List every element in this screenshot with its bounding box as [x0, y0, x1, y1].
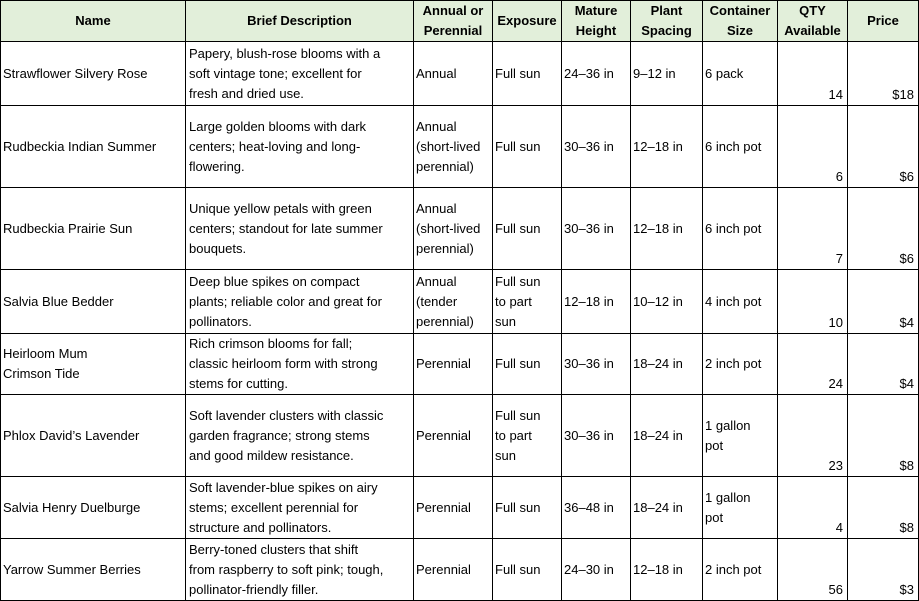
cell-name-line: Strawflower Silvery Rose	[3, 65, 148, 81]
cell-description-line: stems; excellent perennial for	[189, 499, 359, 515]
cell-mature-height	[562, 42, 631, 106]
cell-description-line: flowering.	[189, 158, 245, 174]
cell-description-line: soft vintage tone; excellent for	[189, 65, 362, 81]
cell-plant-spacing	[631, 106, 703, 188]
cell-exposure-line: Full sun	[495, 499, 541, 515]
table-row	[1, 395, 919, 477]
header-description: Brief Description	[186, 1, 414, 42]
cell-mature-height-text: 30–36 in	[564, 356, 614, 371]
cell-qty-available-text: 7	[835, 251, 843, 266]
cell-mature-height-text: 30–36 in	[564, 138, 614, 154]
cell-mature-height-text: 24–36 in	[564, 65, 614, 81]
cell-container-size-line: pot	[705, 509, 724, 525]
header-plant-spacing: Plant Spacing	[631, 1, 703, 42]
cell-exposure	[493, 188, 562, 270]
cell-price	[848, 539, 919, 601]
header-annual-perennial: Annual or Perennial	[414, 1, 493, 42]
cell-mature-height	[562, 106, 631, 188]
cell-type-line: (short-lived	[416, 220, 481, 236]
cell-plant-spacing	[631, 539, 703, 601]
cell-description-line: garden fragrance; strong stems	[189, 427, 370, 443]
cell-exposure-line: Full sun	[495, 273, 541, 289]
cell-exposure-line: Full sun	[495, 65, 541, 81]
cell-qty-available	[778, 395, 848, 477]
cell-type-line: Perennial	[416, 356, 471, 371]
cell-price	[848, 188, 919, 270]
cell-qty-available	[778, 539, 848, 601]
cell-qty-available-text: 6	[835, 169, 843, 184]
cell-price-text: $3	[899, 582, 914, 597]
cell-description-line: pollinators.	[189, 313, 252, 329]
cell-mature-height-text: 30–36 in	[564, 220, 614, 236]
cell-price	[848, 334, 919, 395]
cell-mature-height	[562, 539, 631, 601]
cell-name-line: Crimson Tide	[3, 366, 80, 381]
cell-container-size-line: 1 gallon	[705, 489, 751, 505]
cell-exposure	[493, 395, 562, 477]
cell-exposure	[493, 477, 562, 539]
cell-qty-available-text: 24	[828, 376, 843, 391]
cell-name	[1, 42, 186, 106]
cell-description	[186, 334, 414, 395]
table-row	[1, 334, 919, 395]
cell-container-size	[703, 395, 778, 477]
cell-price-text: $6	[899, 251, 914, 266]
cell-type-line: Annual	[416, 273, 457, 289]
cell-price-text: $4	[899, 315, 914, 330]
cell-plant-spacing-text: 10–12 in	[633, 293, 683, 309]
table-body	[1, 42, 919, 601]
cell-container-size	[703, 270, 778, 334]
cell-plant-spacing	[631, 42, 703, 106]
cell-container-size-line: 6 inch pot	[705, 220, 762, 236]
header-mature-height: Mature Height	[562, 1, 631, 42]
cell-description-line: classic heirloom form with strong	[189, 356, 378, 371]
cell-name-line: Phlox David’s Lavender	[3, 427, 140, 443]
cell-description-line: Large golden blooms with dark	[189, 118, 367, 134]
header-exposure: Exposure	[493, 1, 562, 42]
cell-type-line: perennial)	[416, 240, 474, 256]
cell-exposure-line: Full sun	[495, 407, 541, 423]
cell-description-line: centers; heat-loving and long-	[189, 138, 361, 154]
cell-mature-height	[562, 477, 631, 539]
cell-container-size-line: 6 pack	[705, 65, 744, 81]
cell-name-line: Salvia Blue Bedder	[3, 293, 114, 309]
cell-description	[186, 477, 414, 539]
cell-exposure-line: sun	[495, 447, 516, 463]
cell-description-line: stems for cutting.	[189, 376, 288, 391]
cell-description	[186, 106, 414, 188]
cell-qty-available-text: 10	[828, 315, 843, 330]
cell-plant-spacing-text: 12–18 in	[633, 138, 683, 154]
cell-exposure	[493, 334, 562, 395]
cell-type-line: perennial)	[416, 158, 474, 174]
cell-type	[414, 395, 493, 477]
cell-container-size-line: pot	[705, 437, 724, 453]
cell-type-line: Perennial	[416, 499, 471, 515]
cell-qty-available-text: 14	[828, 87, 843, 102]
cell-description-line: Soft lavender clusters with classic	[189, 407, 384, 423]
cell-name-line: Yarrow Summer Berries	[3, 561, 141, 577]
cell-price-text: $6	[899, 169, 914, 184]
cell-plant-spacing-text: 12–18 in	[633, 561, 683, 577]
cell-mature-height-text: 24–30 in	[564, 561, 614, 577]
table-row	[1, 539, 919, 601]
cell-qty-available-text: 23	[828, 458, 843, 473]
cell-name	[1, 334, 186, 395]
cell-description-line: Deep blue spikes on compact	[189, 273, 360, 289]
cell-type-line: (short-lived	[416, 138, 481, 154]
cell-container-size-line: 2 inch pot	[705, 356, 762, 371]
cell-description-line: fresh and dried use.	[189, 85, 304, 101]
cell-container-size	[703, 539, 778, 601]
cell-container-size	[703, 334, 778, 395]
cell-type	[414, 477, 493, 539]
cell-name-line: Salvia Henry Duelburge	[3, 499, 141, 515]
cell-name	[1, 106, 186, 188]
table-row	[1, 477, 919, 539]
cell-exposure-line: sun	[495, 313, 516, 329]
cell-type-line: Annual	[416, 118, 457, 134]
cell-description-line: pollinator-friendly filler.	[189, 581, 319, 597]
header-qty-available: QTY Available	[778, 1, 848, 42]
cell-plant-spacing	[631, 477, 703, 539]
cell-exposure-line: to part	[495, 427, 532, 443]
cell-description-line: from raspberry to soft pink; tough,	[189, 561, 384, 577]
cell-exposure	[493, 42, 562, 106]
cell-type	[414, 106, 493, 188]
cell-plant-spacing-text: 9–12 in	[633, 65, 676, 81]
cell-description-line: structure and pollinators.	[189, 519, 332, 535]
cell-qty-available	[778, 270, 848, 334]
cell-exposure-line: Full sun	[495, 138, 541, 154]
cell-type-line: (tender	[416, 293, 458, 309]
cell-name	[1, 477, 186, 539]
cell-type-line: perennial)	[416, 313, 474, 329]
cell-description-line: Unique yellow petals with green	[189, 200, 372, 216]
cell-type-line: Annual	[416, 65, 457, 81]
cell-type-line: Annual	[416, 200, 457, 216]
cell-mature-height	[562, 395, 631, 477]
cell-description-line: Berry-toned clusters that shift	[189, 541, 359, 557]
cell-type	[414, 188, 493, 270]
cell-name-line: Rudbeckia Indian Summer	[3, 138, 157, 154]
cell-type-line: Perennial	[416, 561, 471, 577]
cell-mature-height	[562, 270, 631, 334]
cell-type	[414, 42, 493, 106]
cell-exposure	[493, 106, 562, 188]
cell-price	[848, 395, 919, 477]
cell-plant-spacing-text: 18–24 in	[633, 427, 683, 443]
cell-exposure-line: Full sun	[495, 561, 541, 577]
cell-qty-available	[778, 477, 848, 539]
cell-description	[186, 42, 414, 106]
cell-exposure	[493, 539, 562, 601]
cell-exposure-line: Full sun	[495, 220, 541, 236]
cell-price	[848, 42, 919, 106]
cell-description	[186, 395, 414, 477]
header-container-size: Container Size	[703, 1, 778, 42]
cell-description-line: plants; reliable color and great for	[189, 293, 382, 309]
cell-container-size-line: 2 inch pot	[705, 561, 762, 577]
cell-type	[414, 334, 493, 395]
cell-description	[186, 270, 414, 334]
cell-price-text: $8	[899, 458, 914, 473]
cell-container-size	[703, 188, 778, 270]
cell-plant-spacing-text: 18–24 in	[633, 356, 683, 371]
cell-plant-spacing	[631, 188, 703, 270]
cell-price	[848, 270, 919, 334]
cell-qty-available-text: 56	[828, 582, 843, 597]
cell-container-size	[703, 42, 778, 106]
cell-container-size-line: 6 inch pot	[705, 138, 762, 154]
cell-exposure-line: Full sun	[495, 356, 541, 371]
cell-qty-available	[778, 334, 848, 395]
cell-mature-height	[562, 188, 631, 270]
cell-plant-spacing-text: 12–18 in	[633, 220, 683, 236]
cell-container-size	[703, 477, 778, 539]
table-row	[1, 188, 919, 270]
cell-description-line: Papery, blush-rose blooms with a	[189, 45, 381, 61]
header-name: Name	[1, 1, 186, 42]
cell-plant-spacing	[631, 270, 703, 334]
cell-name-line: Rudbeckia Prairie Sun	[3, 220, 133, 236]
cell-description	[186, 539, 414, 601]
cell-plant-spacing-text: 18–24 in	[633, 499, 683, 515]
cell-price-text: $4	[899, 376, 914, 391]
cell-price	[848, 477, 919, 539]
cell-price	[848, 106, 919, 188]
cell-description-line: Rich crimson blooms for fall;	[189, 336, 353, 351]
cell-qty-available	[778, 106, 848, 188]
cell-mature-height-text: 30–36 in	[564, 427, 614, 443]
table-row	[1, 270, 919, 334]
cell-price-text: $8	[899, 520, 914, 535]
cell-qty-available	[778, 42, 848, 106]
cell-name-line: Heirloom Mum	[3, 346, 88, 361]
cell-mature-height	[562, 334, 631, 395]
cell-name	[1, 395, 186, 477]
cell-description-line: bouquets.	[189, 240, 247, 256]
cell-type	[414, 270, 493, 334]
header-price: Price	[848, 1, 919, 42]
cell-container-size-line: 4 inch pot	[705, 293, 762, 309]
table-row	[1, 42, 919, 106]
cell-description-line: centers; standout for late summer	[189, 220, 383, 236]
cell-name	[1, 270, 186, 334]
cell-description	[186, 188, 414, 270]
cell-type-line: Perennial	[416, 427, 471, 443]
cell-exposure-line: to part	[495, 293, 532, 309]
cell-container-size-line: 1 gallon	[705, 417, 751, 433]
cell-type	[414, 539, 493, 601]
cell-mature-height-text: 12–18 in	[564, 293, 614, 309]
cell-qty-available	[778, 188, 848, 270]
table-row	[1, 106, 919, 188]
cell-container-size	[703, 106, 778, 188]
cell-exposure	[493, 270, 562, 334]
cell-qty-available-text: 4	[835, 520, 843, 535]
cell-mature-height-text: 36–48 in	[564, 499, 614, 515]
cell-description-line: and good mildew resistance.	[189, 447, 354, 463]
cell-plant-spacing	[631, 395, 703, 477]
cell-price-text: $18	[892, 87, 914, 102]
header-row	[1, 1, 919, 42]
cell-name	[1, 188, 186, 270]
cell-plant-spacing	[631, 334, 703, 395]
cell-name	[1, 539, 186, 601]
cell-description-line: Soft lavender-blue spikes on airy	[189, 479, 378, 495]
